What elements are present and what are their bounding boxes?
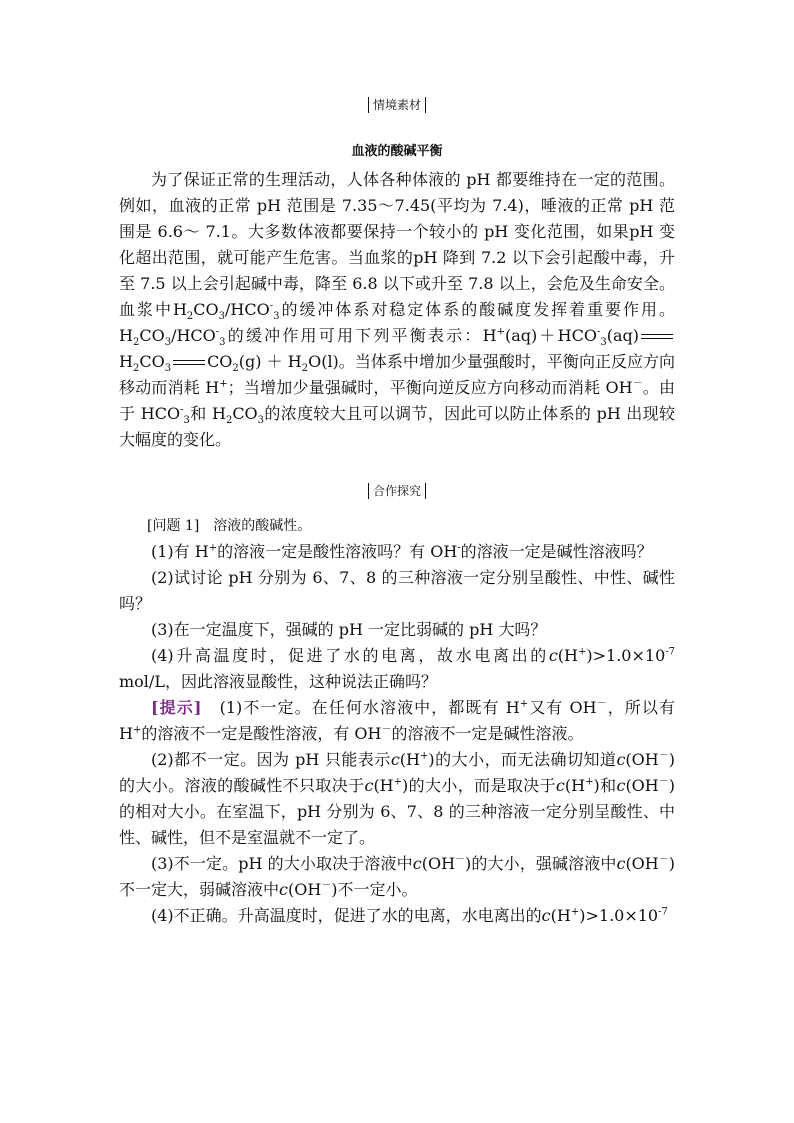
hint-answer-2: (2)都不一定。因为 pH 只能表示c(H+)的大小，而无法确切知道c(OH－)的大小。溶液的酸碱性不只取决于c(H+)的大小，而是取决于c(H+)和c(OH－)的相对大小。在室温下，pH 分别为 6、7、8 的三种溶液一定分别呈酸性、中性、碱性，但不是室温就不一定了。 — [119, 750, 675, 847]
hint-label: [提示] — [151, 698, 202, 717]
question-item: (3)在一定温度下，强碱的 pH 一定比弱碱的 pH 大吗？ — [151, 620, 547, 639]
question-item: (2)试讨论 pH 分别为 6、7、8 的三种溶液一定分别呈酸性、中性、碱性吗？ — [119, 568, 675, 613]
hint-answer-4: (4)不正确。升高温度时，促进了水的电离，水电离出的$c(H^+)>1.0\times 10^{-7}$ — [151, 906, 668, 925]
article-paragraph: 为了保证正常的生理活动，人体各种体液的 pH 都要维持在一定的范围。例如，血液的正常 pH 范围是 7.35～7.45(平均为 7.4)，唾液的正常 pH 范围是 6.6～ 7.1。大多数体液都要保持一个较小的 pH 变化范围，如果pH 变化超出范围，就可能产生危害。当血浆的pH 降到 7.2 以下会引起酸中毒，升至 7.5 以上会引起碱中毒，降至 6.8 以下或升至 7.8 以上，会危及生命安全。血浆中$H_2CO_3/HCO^-_3$的缓冲体系对稳定体系的酸碱度发挥着重要作用。$H_2CO_3/HCO^-_3$的缓冲作用可用下列平衡表示：$H^+(aq)+HCO^-_3(aq)H_2CO_3$ $CO_2(g) + H_2O(l)$。当体系中增加少量强酸时，平衡向正反应方向移动而消耗 H+；当增加少量强碱时，平衡向逆反应方向移动而消耗 OH－。由于 $HCO^-_3$和 $H_2CO_3$的浓度较大且可以调节，因此可以防止体系的 pH 出现较大幅度的变化。 — [119, 170, 675, 449]
equilibrium-arrow-icon — [171, 359, 207, 367]
section-label-context: 情境素材 — [119, 97, 675, 113]
equilibrium-arrow-icon — [639, 333, 675, 341]
hint-answer-3: (3)不一定。pH 的大小取决于溶液中c(OH－)的大小，强碱溶液中c(OH－)不一定大，弱碱溶液中c(OH－)不一定小。 — [119, 854, 675, 899]
document-page — [119, 0, 675, 929]
article-title: 血液的酸碱平衡 — [351, 144, 443, 159]
question-heading: [问题 1] 溶液的酸碱性。 — [147, 518, 312, 534]
question-item: (1)有 H+的溶液一定是酸性溶液吗？有 OH-的溶液一定是碱性溶液吗？ — [151, 542, 653, 561]
hint-answer-1: [提示] (1)不一定。在任何水溶液中，都既有 H+又有 OH－，所以有 H+的溶液不一定是酸性溶液，有 OH－的溶液不一定是碱性溶液。 — [119, 698, 675, 743]
question-item: (4)升高温度时，促进了水的电离，故水电离出的$c(H^+)>1.0\times 10^{-7}$ mol/L，因此溶液显酸性，这种说法正确吗？ — [119, 646, 675, 691]
section-label-explore: 合作探究 — [119, 483, 675, 499]
